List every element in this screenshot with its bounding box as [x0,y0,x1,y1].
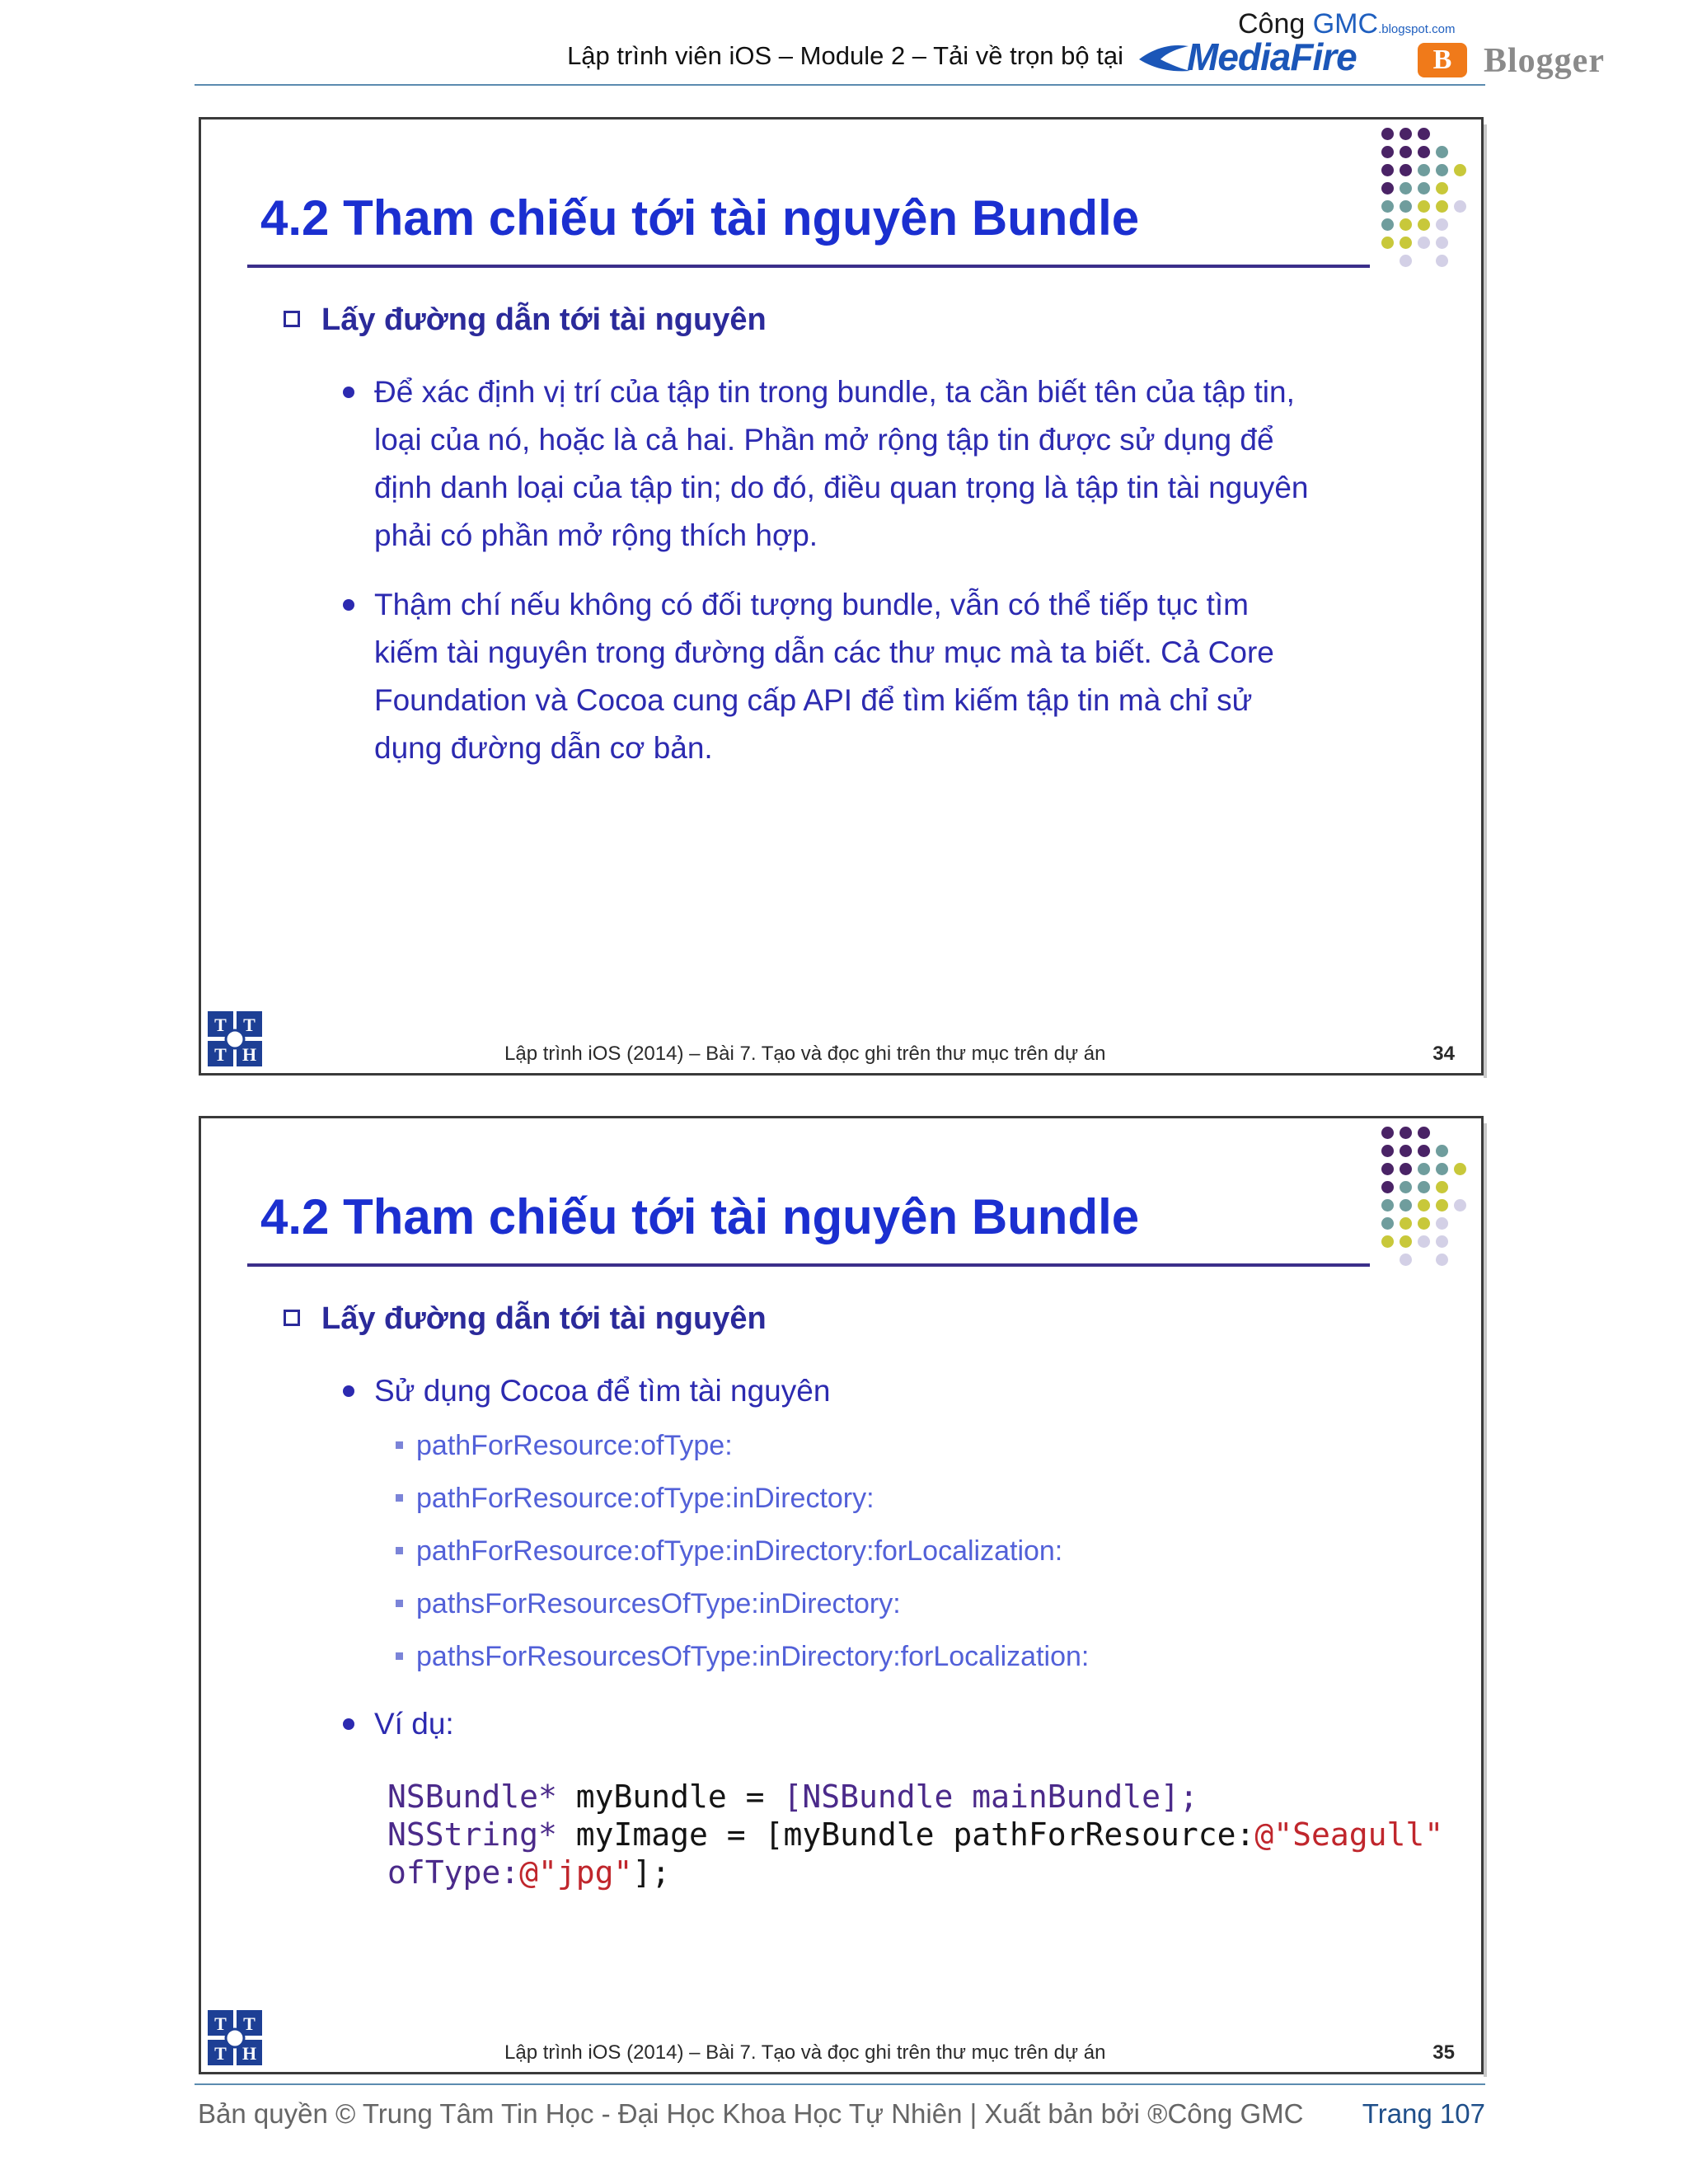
decorative-dot [1418,1217,1430,1230]
bullet-paragraph [343,368,1348,560]
decorative-dot [1436,1199,1448,1212]
decorative-dot [1436,1163,1448,1175]
decorative-dot [1400,182,1412,194]
decorative-dot [1400,1127,1412,1139]
decorative-dot [1454,200,1466,213]
decorative-dot [1436,1145,1448,1157]
square-bullet-icon [396,1600,403,1607]
tth-logo-icon [206,1010,264,1069]
square-bullet-icon [396,1652,403,1660]
square-bullet-icon [396,1547,403,1554]
bullet-line: kiếm tài nguyên trong đường dẫn các thư mục mà ta biết. Cả Core [374,635,1274,669]
title-rule [247,265,1370,268]
decorative-dot [1436,1254,1448,1266]
decorative-dot [1418,164,1430,176]
decorative-dot [1400,1254,1412,1266]
method-text: pathForResource:ofType:inDirectory: [416,1483,874,1514]
decorative-dot [1454,1199,1466,1212]
decorative-dot [1400,1163,1412,1175]
decorative-dot [1381,128,1394,140]
bullet-line: phải có phần mở rộng thích hợp. [374,518,818,552]
page-footer [195,2083,1485,2135]
brand-gmc: GMC [1312,8,1379,40]
bullet-paragraph [343,1700,1348,1748]
logo-letter: T [214,1044,227,1065]
mediafire-icon [1136,35,1193,81]
code-block [387,1778,1443,1891]
brand-cong: Công [1238,8,1306,40]
bullet-line: Thậm chí nếu không có đối tượng bundle, vẫn có thể tiếp tục tìm [374,588,1249,621]
slide-35 [199,1116,1484,2074]
decorative-dot [1400,1217,1412,1230]
bullet-line: dụng đường dẫn cơ bản. [374,731,713,765]
decorative-dot [1400,146,1412,158]
method-text: pathForResource:ofType:inDirectory:forLocalization: [416,1535,1063,1567]
square-bullet-icon [396,1494,403,1502]
logo-letter: T [243,2013,256,2034]
level1-item [284,302,767,338]
decorative-dots [1381,1123,1480,1280]
decorative-dot [1381,1127,1394,1139]
slide-shadow [1484,124,1487,1078]
bullet-line: Sử dụng Cocoa để tìm tài nguyên [374,1374,831,1408]
code-line: NSString* myImage = [myBundle pathForResource:@"Seagull" [387,1816,1444,1853]
logo-letter: T [214,2013,227,2034]
decorative-dot [1418,1145,1430,1157]
method-item [396,1430,733,1462]
decorative-dot [1436,237,1448,249]
decorative-dot [1436,164,1448,176]
method-item [396,1588,901,1620]
decorative-dot [1400,1235,1412,1248]
decorative-dot [1381,200,1394,213]
tth-logo-icon [206,2008,264,2068]
level1-text: Lấy đường dẫn tới tài nguyên [321,302,767,337]
decorative-dot [1400,237,1412,249]
square-bullet-icon [396,1441,403,1449]
slide-title: 4.2 Tham chiếu tới tài nguyên Bundle [260,1189,1140,1244]
bullet-paragraph [343,581,1348,772]
bullet-icon [343,1718,354,1730]
code-line: ofType:@"jpg"]; [387,1854,671,1891]
bullet-line: định danh loại của tập tin; do đó, điều quan trọng là tập tin tài nguyên [374,471,1309,504]
decorative-dot [1381,1217,1394,1230]
decorative-dot [1436,218,1448,231]
decorative-dot [1381,1163,1394,1175]
checkbox-bullet-icon [284,311,300,327]
decorative-dots [1381,124,1480,281]
decorative-dot [1400,1145,1412,1157]
tth-logo [206,2008,264,2068]
logo-letter: H [241,2043,257,2064]
method-item [396,1535,1062,1568]
decorative-dot [1418,218,1430,231]
slide-number: 34 [1432,1043,1455,1065]
decorative-dot [1381,1235,1394,1248]
page-number: Trang 107 [1362,2098,1485,2129]
brand-blogspot: .blogspot.com [1378,22,1456,36]
copyright-text: Bản quyền © Trung Tâm Tin Học - Đại Học Khoa Học Tự Nhiên | Xuất bản bởi ®Công GMC [198,2098,1304,2129]
decorative-dot [1381,237,1394,249]
slide-footer: Lập trình iOS (2014) – Bài 7. Tạo và đọc ghi trên thư mục trên dự án [504,2041,1106,2064]
bullet-line: Foundation và Cocoa cung cấp API để tìm kiếm tập tin mà chỉ sử [374,683,1253,717]
decorative-dot [1418,1199,1430,1212]
bullet-line: loại của nó, hoặc là cả hai. Phần mở rộng tập tin được sử dụng để [374,423,1274,457]
decorative-dot [1400,255,1412,267]
slide-footer: Lập trình iOS (2014) – Bài 7. Tạo và đọc ghi trên thư mục trên dự án [504,1043,1106,1065]
bullet-icon [343,599,354,611]
decorative-dot [1418,128,1430,140]
decorative-dot [1381,1181,1394,1193]
decorative-dot [1436,146,1448,158]
decorative-dot [1454,164,1466,176]
checkbox-bullet-icon [284,1310,300,1326]
decorative-dot [1381,1145,1394,1157]
decorative-dot [1418,237,1430,249]
logo-letter: T [214,1015,227,1035]
decorative-dot [1418,200,1430,213]
decorative-dot [1400,164,1412,176]
title-rule [247,1263,1370,1267]
decorative-dot [1381,1199,1394,1212]
decorative-dot [1381,182,1394,194]
bullet-line: Ví dụ: [374,1707,454,1741]
level1-item [284,1301,767,1337]
decorative-dot [1436,1235,1448,1248]
code-line: NSBundle* myBundle = [NSBundle mainBundle]; [387,1779,1198,1815]
decorative-dot [1400,218,1412,231]
decorative-dot [1381,218,1394,231]
decorative-dot [1400,200,1412,213]
level1-text: Lấy đường dẫn tới tài nguyên [321,1301,767,1336]
decorative-dot [1418,146,1430,158]
decorative-dot [1418,1181,1430,1193]
decorative-dot [1454,1163,1466,1175]
logo-letter: H [241,1044,257,1065]
decorative-dot [1400,1181,1412,1193]
decorative-dot [1436,200,1448,213]
decorative-dot [1418,1127,1430,1139]
decorative-dot [1418,182,1430,194]
method-text: pathsForResourcesOfType:inDirectory: [416,1588,901,1619]
decorative-dot [1418,1163,1430,1175]
logo-letter: T [243,1015,256,1035]
decorative-dot [1400,128,1412,140]
header-text: Lập trình viên iOS – Module 2 – Tải về trọn bộ tại [567,41,1123,70]
bullet-icon [343,387,354,398]
decorative-dot [1381,146,1394,158]
slide-34 [199,117,1484,1076]
mediafire-text: MediaFire [1187,35,1357,78]
method-item [396,1483,874,1515]
method-text: pathForResource:ofType: [416,1430,733,1461]
blogger-icon: B [1418,43,1467,77]
decorative-dot [1436,182,1448,194]
bullet-line: Để xác định vị trí của tập tin trong bundle, ta cần biết tên của tập tin, [374,375,1295,409]
decorative-dot [1436,1181,1448,1193]
slide-shadow [1484,1123,1487,2077]
method-item [396,1641,1089,1673]
mediafire-logo [1136,35,1408,81]
decorative-dot [1436,1217,1448,1230]
tth-logo [206,1010,264,1069]
bullet-paragraph [343,1367,1348,1415]
decorative-dot [1436,255,1448,267]
decorative-dot [1381,164,1394,176]
blogger-text: Blogger [1484,42,1605,80]
decorative-dot [1418,1235,1430,1248]
decorative-dot [1400,1199,1412,1212]
bullet-icon [343,1385,354,1397]
method-text: pathsForResourcesOfType:inDirectory:forLocalization: [416,1641,1090,1672]
logo-letter: T [214,2043,227,2064]
slide-number: 35 [1432,2041,1455,2064]
slide-title: 4.2 Tham chiếu tới tài nguyên Bundle [260,190,1140,246]
